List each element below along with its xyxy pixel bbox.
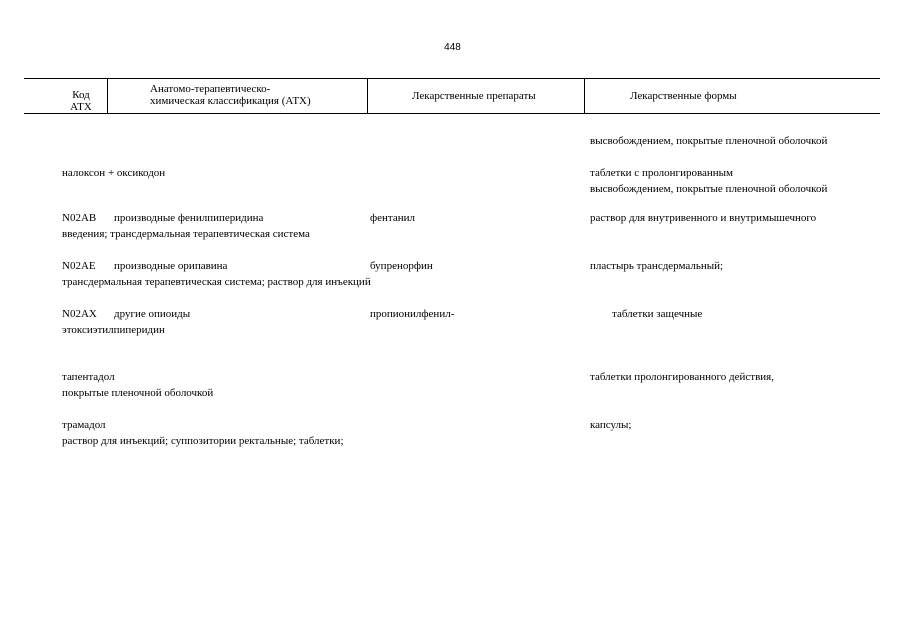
row-2-form-line2: высвобождением, покрытые пленочной оболочкой	[590, 183, 828, 195]
column-divider-3	[584, 78, 585, 113]
column-header-classification-line1: Анатомо-терапевтическо-	[150, 83, 271, 95]
column-header-code	[56, 89, 106, 113]
column-header-classification	[150, 83, 311, 107]
row-7-form: капсулы;	[590, 419, 632, 431]
row-3-continuation: введения; трансдермальная терапевтическая система	[62, 228, 310, 240]
row-1-form: высвобождением, покрытые пленочной оболочкой	[590, 135, 828, 147]
row-7-continuation: раствор для инъекций; суппозитории ректальные; таблетки;	[62, 435, 344, 447]
row-4-drug: бупренорфин	[370, 260, 433, 272]
row-4-classification: производные орипавина	[114, 260, 228, 272]
row-3-form: раствор для внутривенного и внутримышечного	[590, 212, 817, 224]
column-header-classification-line2: химическая классификация (АТХ)	[150, 95, 311, 107]
table-header-top-rule	[24, 78, 880, 79]
row-2-drug: налоксон + оксикодон	[62, 167, 166, 179]
table-header-bottom-rule	[24, 113, 880, 114]
row-4-code: N02AE	[62, 260, 96, 272]
row-6-drug: тапентадол	[62, 371, 115, 383]
row-3-drug: фентанил	[370, 212, 415, 224]
row-2-form-line1: таблетки с пролонгированным	[590, 167, 734, 179]
row-3-code: N02AB	[62, 212, 97, 224]
page-number: 448	[444, 42, 461, 53]
row-4-form: пластырь трансдермальный;	[590, 260, 724, 272]
row-6-form: таблетки пролонгированного действия,	[590, 371, 774, 383]
row-3-classification: производные фенилпиперидина	[114, 212, 264, 224]
column-header-code-line2: АТХ	[70, 101, 92, 113]
row-5-form: таблетки защечные	[612, 308, 703, 320]
column-header-forms: Лекарственные формы	[630, 90, 737, 102]
column-divider-2	[367, 78, 368, 113]
column-divider-1	[107, 78, 108, 113]
row-7-drug: трамадол	[62, 419, 106, 431]
row-5-classification: другие опиоиды	[114, 308, 191, 320]
row-5-code: N02AX	[62, 308, 97, 320]
row-4-continuation: трансдермальная терапевтическая система; раствор для инъекций	[62, 276, 371, 288]
column-header-drugs: Лекарственные препараты	[412, 90, 536, 102]
column-header-code-line1: Код	[72, 89, 90, 101]
row-5-drug: пропионилфенил-	[370, 308, 455, 320]
row-5-continuation: этоксиэтилпиперидин	[62, 324, 165, 336]
row-6-continuation: покрытые пленочной оболочкой	[62, 387, 214, 399]
